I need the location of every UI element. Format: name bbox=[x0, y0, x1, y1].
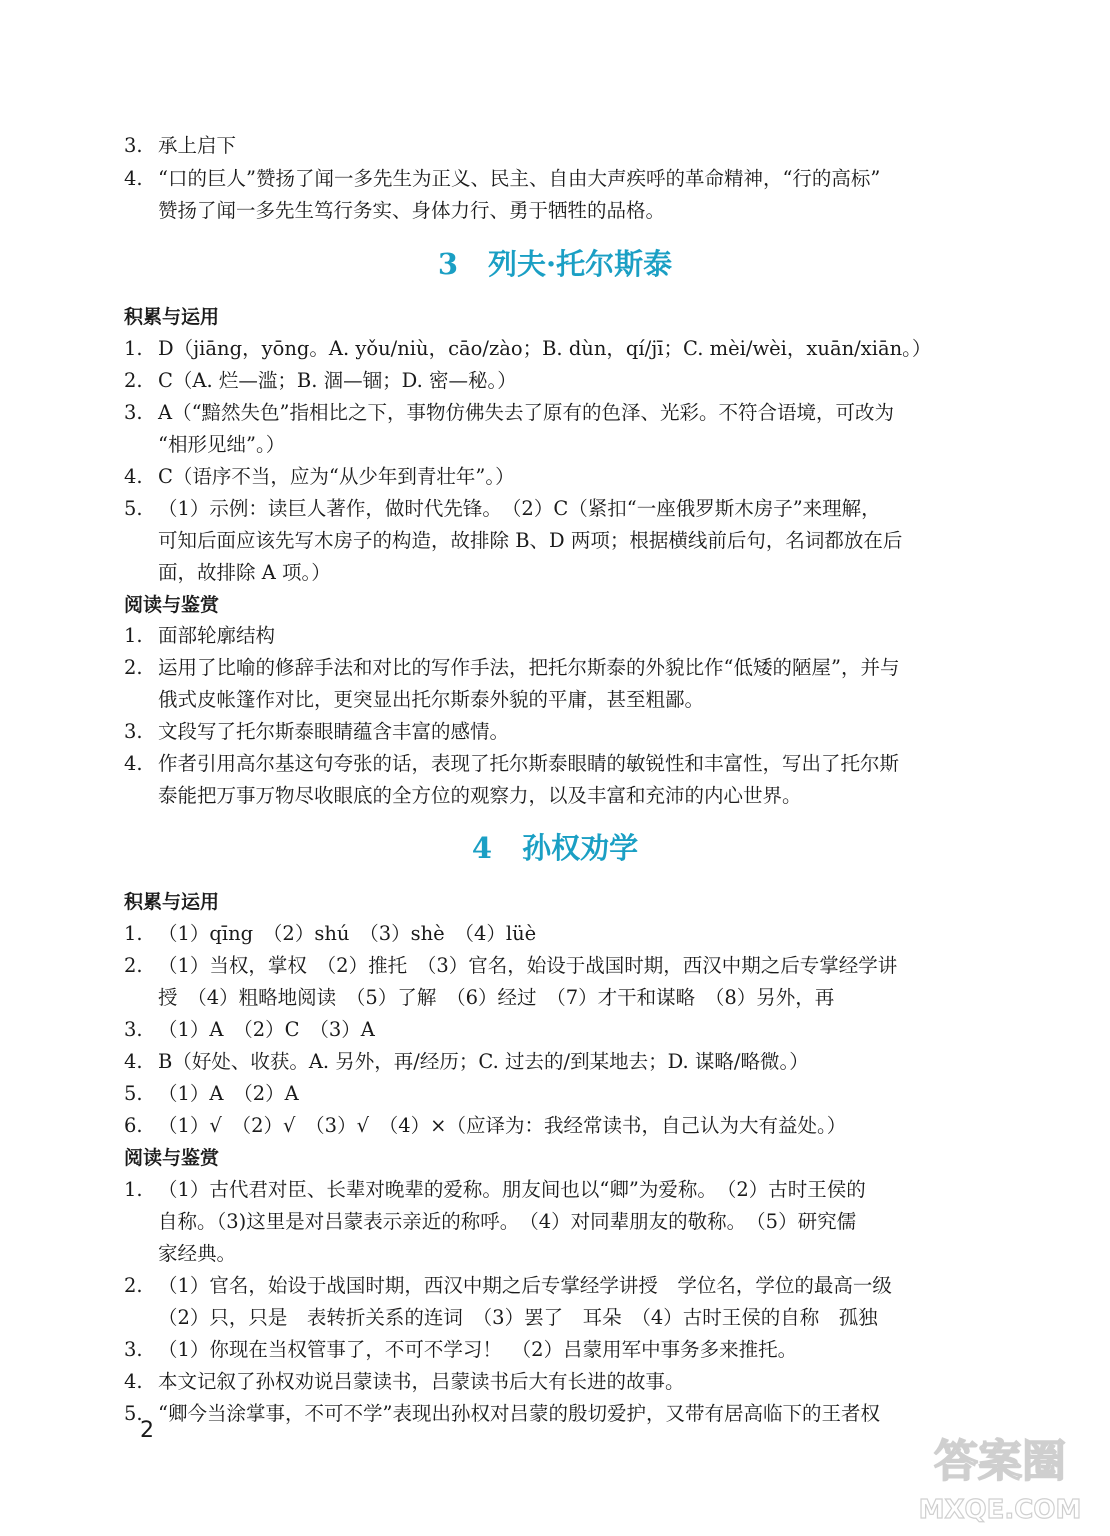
list-item-continuation: 面，故排除 A 项。） bbox=[158, 561, 331, 584]
list-item: 4. 本文记叙了孙权劝说吕蒙读书，吕蒙读书后大有长进的故事。 bbox=[124, 1370, 685, 1393]
list-item: 4. B（好处、收获。A. 另外，再/经历；C. 过去的/到某地去；D. 谋略/略微。） bbox=[124, 1050, 809, 1073]
page-number: 2 bbox=[140, 1418, 154, 1443]
watermark-logo-text: 答案圈 bbox=[934, 1436, 1066, 1487]
list-item-continuation: 赞扬了闻一多先生笃行务实、身体力行、勇于牺牲的品格。 bbox=[158, 199, 666, 222]
list-item: 6. （1）√ （2）√ （3）√ （4）×（应译为：我经常读书，自己认为大有益处。） bbox=[124, 1114, 847, 1137]
list-item: 3. 承上启下 bbox=[124, 134, 237, 157]
list-item-continuation: 授 （4）粗略地阅读 （5）了解 （6）经过 （7）才干和谋略 （8）另外，再 bbox=[158, 986, 835, 1009]
section-heading: 阅读与鉴赏 bbox=[124, 1147, 220, 1169]
list-item: 4. C（语序不当，应为“从少年到青壮年”。） bbox=[124, 465, 515, 488]
lesson-title: 3 列夫·托尔斯泰 bbox=[437, 247, 673, 281]
list-item: 2. C（A. 烂—滥；B. 涸—锢；D. 密—秘。） bbox=[124, 369, 517, 392]
lesson-title: 4 孙权劝学 bbox=[471, 831, 639, 865]
section-heading: 阅读与鉴赏 bbox=[124, 594, 220, 616]
list-item-continuation: 可知后面应该先写木房子的构造，故排除 B、D 两项；根据横线前后句，名词都放在后 bbox=[158, 529, 903, 552]
list-item-continuation: 家经典。 bbox=[158, 1242, 237, 1265]
list-item: 3. 文段写了托尔斯泰眼睛蕴含丰富的感情。 bbox=[124, 720, 510, 743]
list-item: 5. （1）A （2）A bbox=[124, 1082, 299, 1105]
list-item-continuation: “相形见绌”。） bbox=[158, 433, 286, 456]
list-item: 4. 作者引用高尔基这句夸张的话，表现了托尔斯泰眼睛的敏锐性和丰富性，写出了托尔斯 bbox=[124, 752, 900, 775]
list-item-continuation: 自称。（3)这里是对吕蒙表示亲近的称呼。 （4）对同辈朋友的敬称。 （5）研究儒 bbox=[158, 1210, 857, 1233]
list-item-continuation: 泰能把万事万物尽收眼底的全方位的观察力，以及丰富和充沛的内心世界。 bbox=[158, 784, 802, 807]
list-item-continuation: （2）只，只是 表转折关系的连词 （3）罢了 耳朵 （4）古时王侯的自称 孤独 bbox=[158, 1306, 878, 1329]
watermark-logo bbox=[900, 1424, 1100, 1528]
list-item: 1. （1）qīng （2）shú （3）shè （4）lüè bbox=[124, 922, 537, 945]
list-item: 4. “口的巨人”赞扬了闻一多先生为正义、民主、自由大声疾呼的革命精神，“行的高标” bbox=[124, 167, 881, 190]
list-item: 1. （1）古代君对臣、长辈对晚辈的爱称。朋友间也以“卿”为爱称。 （2）古时王侯的 bbox=[124, 1178, 866, 1201]
list-item: 3. A（“黯然失色”指相比之下，事物仿佛失去了原有的色泽、光彩。不符合语境，可改为 bbox=[124, 401, 895, 424]
section-heading: 积累与运用 bbox=[124, 306, 220, 328]
list-item: 2. 运用了比喻的修辞手法和对比的写作手法，把托尔斯泰的外貌比作“低矮的陋屋”，并与 bbox=[124, 656, 900, 679]
watermark-url-text: MXQE.COM bbox=[918, 1495, 1082, 1525]
list-item: 1. D（jiāng，yōng。A. yǒu/niù，cāo/zào；B. dùn，qí/jī；C. mèi/wèi，xuān/xiān。） bbox=[124, 337, 932, 360]
list-item: 1. 面部轮廓结构 bbox=[124, 624, 276, 647]
list-item: 2. （1）官名，始设于战国时期，西汉中期之后专掌经学讲授 学位名，学位的最高一级 bbox=[124, 1274, 892, 1297]
list-item-continuation: 俄式皮帐篷作对比，更突显出托尔斯泰外貌的平庸，甚至粗鄙。 bbox=[158, 688, 705, 711]
list-item: 3. （1）A （2）C （3）A bbox=[124, 1018, 375, 1041]
list-item: 5. （1）示例：读巨人著作，做时代先锋。 （2）C（紧扣“一座俄罗斯木房子”来理解， bbox=[124, 497, 881, 520]
list-item: 3. （1）你现在当权管事了，不可不学习！ （2）吕蒙用军中事务多来推托。 bbox=[124, 1338, 798, 1361]
list-item: 5. “卿今当涂掌事，不可不学”表现出孙权对吕蒙的殷切爱护，又带有居高临下的王者权 bbox=[124, 1402, 880, 1425]
list-item: 2. （1）当权，掌权 （2）推托 （3）官名，始设于战国时期，西汉中期之后专掌经学讲 bbox=[124, 954, 898, 977]
section-heading: 积累与运用 bbox=[124, 891, 220, 913]
